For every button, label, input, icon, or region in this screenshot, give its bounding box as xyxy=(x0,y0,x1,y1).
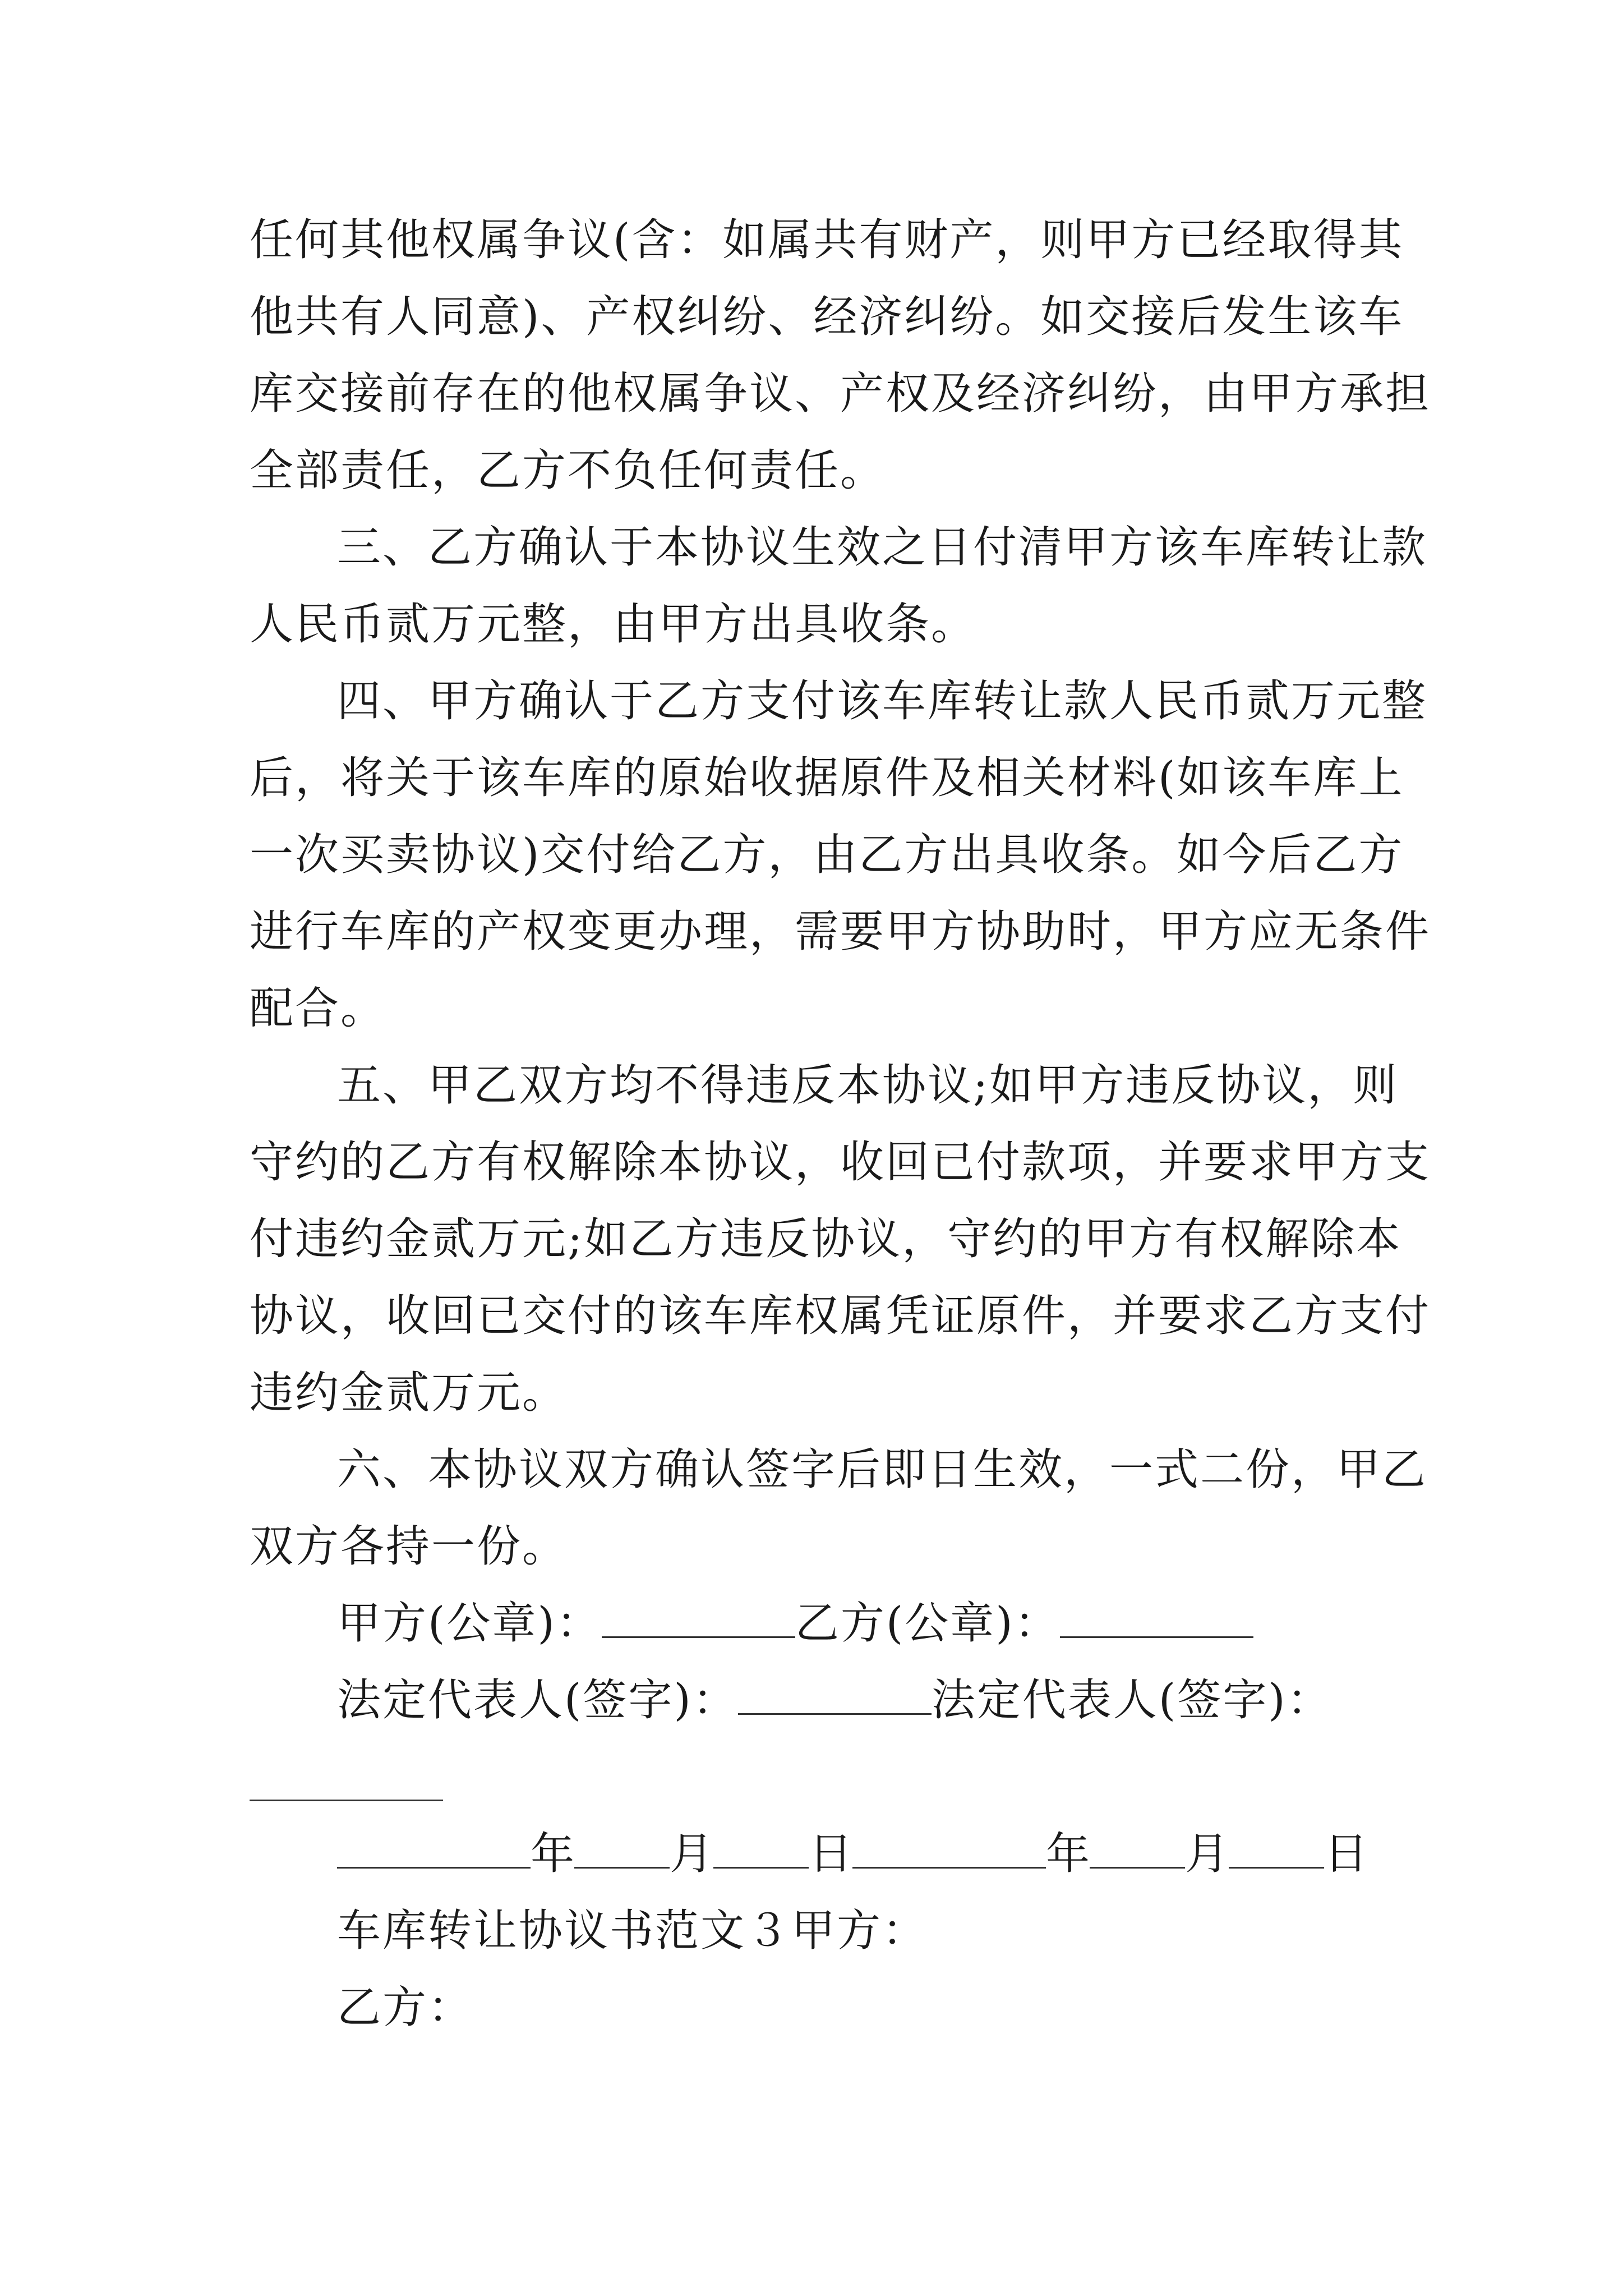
paragraph-continuation xyxy=(250,202,1431,509)
text-line: 四、甲方确认于乙方支付该车库转让款人民币贰万元整 xyxy=(337,676,1428,726)
text-line: 守约的乙方有权解除本协议，收回已付款项，并要求甲方支 xyxy=(250,1137,1431,1188)
text-line: 五、甲乙双方均不得违反本协议;如甲方违反协议，则 xyxy=(337,1060,1399,1111)
text-line: 付违约金贰万元;如乙方违反协议，守约的甲方有权解除本 xyxy=(250,1214,1402,1264)
text-line: 三、乙方确认于本协议生效之日付清甲方该车库转让款 xyxy=(337,522,1428,573)
party-a-seal-label: 甲方(公章)： xyxy=(337,1598,602,1649)
next-sample-party-b: 乙方： xyxy=(337,1982,474,2033)
day-blank-a[interactable] xyxy=(713,1829,809,1869)
text-line: 配合。 xyxy=(250,983,386,1034)
party-b-seal-label: 乙方(公章)： xyxy=(795,1598,1060,1649)
day-label-b: 日 xyxy=(1324,1829,1368,1879)
text-line: 全部责任，乙方不负任何责任。 xyxy=(250,445,886,496)
party-b-rep-blank[interactable] xyxy=(250,1761,443,1801)
representative-row xyxy=(250,1662,1388,1739)
year-blank-a[interactable] xyxy=(337,1829,531,1869)
text-line: 任何其他权属争议(含：如属共有财产，则甲方已经取得其 xyxy=(250,215,1404,265)
text-line: 库交接前存在的他权属争议、产权及经济纠纷，由甲方承担 xyxy=(250,369,1431,419)
day-label-a: 日 xyxy=(809,1829,853,1879)
text-line: 后，将关于该车库的原始收据原件及相关材料(如该车库上 xyxy=(250,753,1404,803)
clause-5 xyxy=(250,1047,1431,1432)
year-blank-b[interactable] xyxy=(852,1829,1046,1869)
party-a-rep-label: 法定代表人(签字)： xyxy=(337,1675,738,1726)
clause-6 xyxy=(250,1432,1428,1585)
text-line: 协议，收回已交付的该车库权属凭证原件，并要求乙方支付 xyxy=(250,1291,1431,1341)
month-label-a: 月 xyxy=(670,1829,714,1879)
text-line: 六、本协议双方确认签字后即日生效，一式二份，甲乙 xyxy=(337,1444,1428,1495)
month-blank-b[interactable] xyxy=(1090,1829,1185,1869)
representative-row-continuation xyxy=(250,1739,1388,1816)
clause-3 xyxy=(250,509,1428,663)
next-sample-title: 车库转让协议书范文３甲方： xyxy=(337,1906,928,1956)
party-b-rep-label: 法定代表人(签字)： xyxy=(931,1675,1332,1726)
date-row xyxy=(250,1816,1388,1893)
text-line: 进行车库的产权变更办理，需要甲方协助时，甲方应无条件 xyxy=(250,907,1431,957)
party-b-seal-blank[interactable] xyxy=(1060,1598,1253,1638)
month-blank-a[interactable] xyxy=(574,1829,670,1869)
party-a-rep-blank[interactable] xyxy=(738,1675,932,1715)
party-a-seal-blank[interactable] xyxy=(602,1598,795,1638)
text-line: 他共有人同意)、产权纠纷、经济纠纷。如交接后发生该车 xyxy=(250,292,1404,342)
day-blank-b[interactable] xyxy=(1229,1829,1324,1869)
seal-row xyxy=(250,1585,1388,1662)
document-page xyxy=(250,202,1431,2046)
month-label-b: 月 xyxy=(1185,1829,1229,1879)
text-line: 双方各持一份。 xyxy=(250,1521,568,1572)
year-label-b: 年 xyxy=(1046,1829,1090,1879)
text-line: 违约金贰万元。 xyxy=(250,1368,568,1418)
text-line: 人民币贰万元整，由甲方出具收条。 xyxy=(250,599,977,650)
clause-4 xyxy=(250,663,1431,1047)
text-line: 一次买卖协议)交付给乙方，由乙方出具收条。如今后乙方 xyxy=(250,830,1404,880)
year-label-a: 年 xyxy=(531,1829,575,1879)
